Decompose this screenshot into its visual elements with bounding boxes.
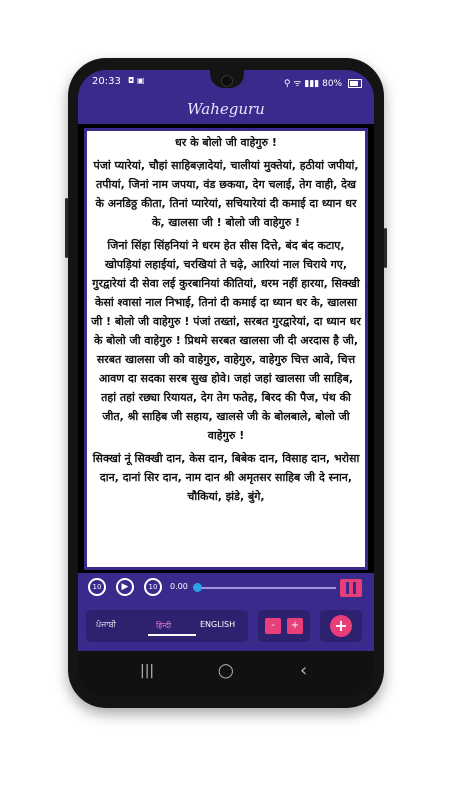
language-switcher (86, 610, 248, 642)
add-container (320, 610, 362, 642)
font-increase-button[interactable]: + (287, 618, 303, 634)
lang-english[interactable]: ENGLISH (200, 620, 236, 629)
prayer-text-panel[interactable] (84, 128, 368, 570)
recents-button[interactable]: ||| (140, 663, 155, 679)
battery-percent: 80% (322, 79, 343, 89)
seek-track[interactable] (196, 587, 336, 589)
bottom-controls (78, 603, 374, 651)
text-paragraph: सिक्खां नूं सिक्खी दान, केस दान, बिबेक दान, विसाह दान, भरोसा दान, दानां सिर दान, नाम दान श्री अमृतसर साहिब जी दे स्नान, चौकियां, झंडे, बुंगे, (92, 452, 360, 503)
notification-icons: ◘ ▣ (128, 76, 145, 85)
phone-screen (78, 70, 374, 696)
system-nav-bar (78, 651, 374, 696)
elapsed-time: 0.00 (170, 582, 188, 591)
lang-hindi[interactable]: हिन्दी (156, 621, 172, 630)
app-title: Waheguru (187, 100, 265, 118)
rewind-10-button[interactable]: 10 (88, 578, 106, 596)
phone-side-button (384, 228, 387, 268)
signal-icon: ⚲ ᯤ ▮▮▮ (283, 79, 320, 89)
play-button[interactable]: ▶ (116, 578, 134, 596)
home-button[interactable]: ◯ (218, 663, 234, 679)
phone-volume-button (65, 198, 68, 258)
battery-icon (348, 79, 362, 88)
lang-punjabi[interactable]: ਪੰਜਾਬੀ (96, 620, 117, 629)
lang-selected-indicator (148, 634, 196, 636)
seek-knob[interactable] (193, 583, 202, 592)
font-size-controls (258, 610, 310, 642)
font-decrease-button[interactable]: - (265, 618, 281, 634)
text-paragraph: जिनां सिंहा सिंहनियां ने धरम हेत सीस दित्ते, बंद बंद कटाए, खोपड़ियां लहाईयां, चरखियां ते चढ़े, आरियां नाल चिराये गए, गुरद्वारेयां दी सेवा लई कुरबानियां कीतियां, धरम नहीं हारया, सिक्खी केसां श्वासां नाल निभाई, तिनां दी कमाई दा ध्यान धर के, खालसा जी ! बोलो जी वाहेगुरु ! पंजां तख्तां, सरबत गुरद्वारेयां, दा ध्यान धर के बोलो जी वाहेगुरु ! प्रिथमे सरबत खालसा जी दी अरदास है जी, सरबत खालसा जी को वाहेगुरु, वाहेगुरु, वाहेगुरु चित्त आवे, चित्त आवण दा सदका सरब सुख होवे। जहां जहां खालसा जी साहिब, तहां तहां रछ्या रियायत, देग तेग फतेह, बिरद की पैज, पंथ की जीत, श्री साहिब जी सहाय, खालसे जी के बोलबाले, बोलो जी वाहेगुरु ! (91, 239, 361, 442)
forward-10-button[interactable]: 10 (144, 578, 162, 596)
front-camera (221, 75, 233, 87)
add-button[interactable]: + (330, 615, 352, 637)
text-paragraph: पंजां प्यारेयां, चौहां साहिबज़ादेयां, चालीयां मुक्तेयां, हठीयां जपीयां, तपीयां, जिनां नाम जपया, वंड छकया, देग चलाई, तेग वाही, देख के अनडिठ्ठ कीता, तिनां प्यारेयां, सचियारेयां दी कमाई दा ध्यान धर के, खालसा जी ! बोलो जी वाहेगुरु ! (93, 159, 359, 229)
text-paragraph: धर के बोलो जी वाहेगुरु ! (175, 136, 277, 149)
audio-player (78, 573, 374, 603)
back-button[interactable]: ‹ (300, 660, 308, 681)
phone-frame (68, 58, 384, 708)
book-icon[interactable] (340, 579, 362, 597)
status-time: 20:33 (92, 76, 121, 87)
status-right (284, 76, 362, 89)
app-header (78, 94, 374, 124)
